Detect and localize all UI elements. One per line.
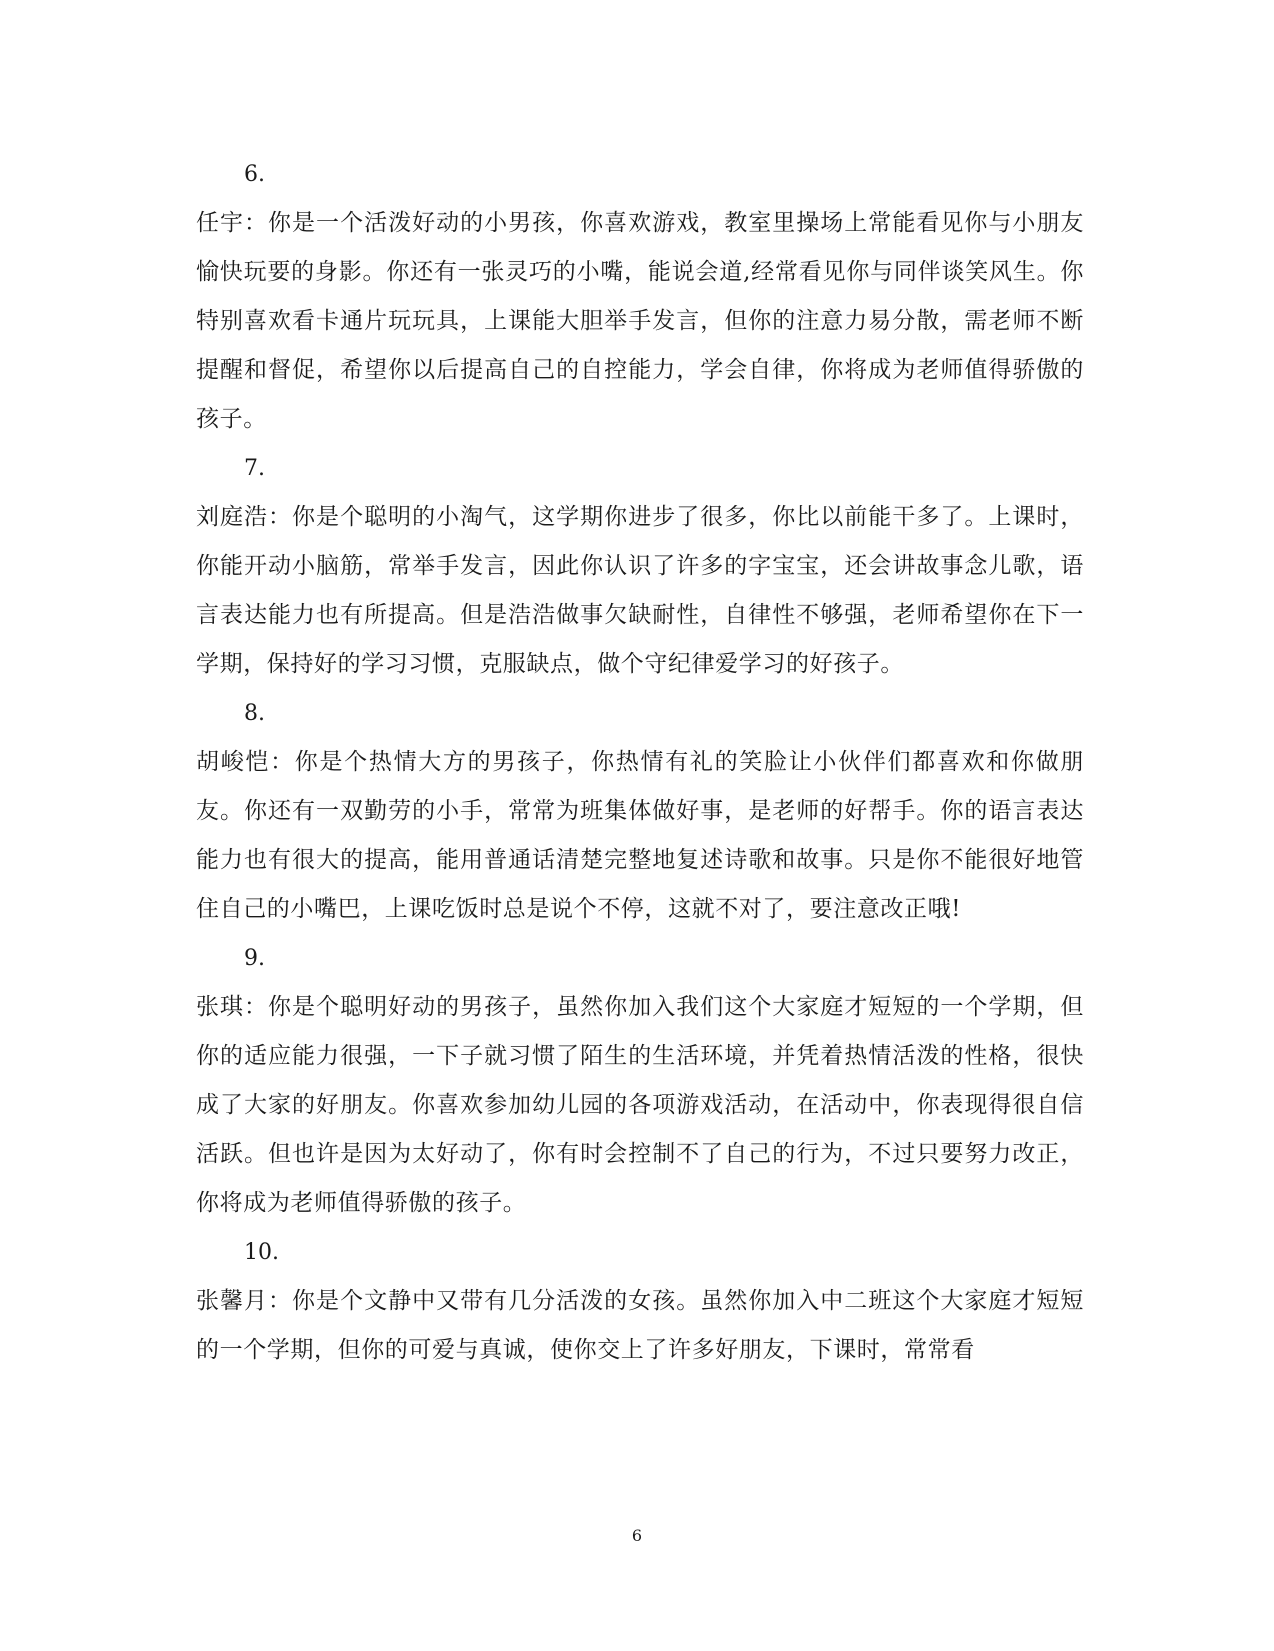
entry-number: 7. — [244, 456, 265, 481]
entry-text: 张琪：你是个聪明好动的男孩子，虽然你加入我们这个大家庭才短短的一个学期，但你的适应能力很强，一下子就习惯了陌生的生活环境，并凭着热情活泼的性格，很快成了大家的好朋友。你喜欢参加幼儿园的各项游戏活动，在活动中，你表现得很自信活跃。但也许是因为太好动了，你有时会控制不了自己的行为，不过只要努力改正，你将成为老师值得骄傲的孩子。 — [196, 994, 1084, 1216]
entry-number: 10. — [244, 1240, 279, 1265]
entry-text: 胡峻恺：你是个热情大方的男孩子，你热情有礼的笑脸让小伙伴们都喜欢和你做朋友。你还有一双勤劳的小手，常常为班集体做好事，是老师的好帮手。你的语言表达能力也有很大的提高，能用普通话清楚完整地复述诗歌和故事。只是你不能很好地管住自己的小嘴巴，上课吃饭时总是说个不停，这就不对了，要注意改正哦! — [196, 749, 1084, 922]
entry-number: 9. — [244, 946, 265, 971]
entry-text: 刘庭浩：你是个聪明的小淘气，这学期你进步了很多，你比以前能干多了。上课时，你能开动小脑筋，常举手发言，因此你认识了许多的字宝宝，还会讲故事念儿歌，语言表达能力也有所提高。但是浩浩做事欠缺耐性，自律性不够强，老师希望你在下一学期，保持好的学习习惯，克服缺点，做个守纪律爱学习的好孩子。 — [196, 504, 1084, 677]
entry-text: 张馨月：你是个文静中又带有几分活泼的女孩。虽然你加入中二班这个大家庭才短短的一个学期，但你的可爱与真诚，使你交上了许多好朋友，下课时，常常看 — [196, 1288, 1084, 1363]
entry-text: 任宇：你是一个活泼好动的小男孩，你喜欢游戏，教室里操场上常能看见你与小朋友愉快玩要的身影。你还有一张灵巧的小嘴，能说会道,经常看见你与同伴谈笑风生。你特别喜欢看卡通片玩玩具，上课能大胆举手发言，但你的注意力易分散，需老师不断提醒和督促，希望你以后提高自己的自控能力，学会自律，你将成为老师值得骄傲的孩子。 — [196, 210, 1084, 432]
page-body — [196, 150, 1084, 1375]
page-number: 6 — [631, 1526, 643, 1545]
entry-number: 8. — [244, 701, 265, 726]
entry-number: 6. — [244, 162, 265, 187]
